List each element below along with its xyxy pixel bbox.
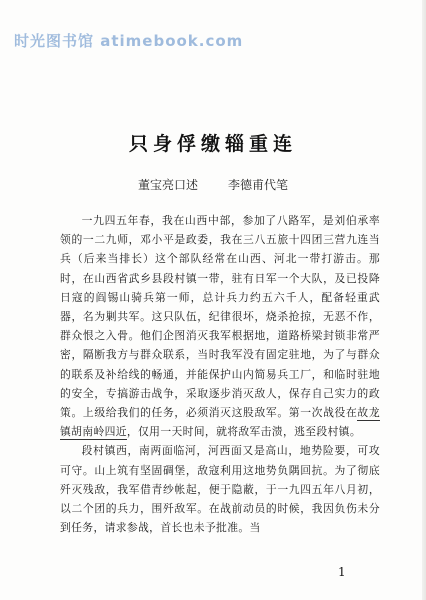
paragraph-2: [60, 441, 380, 537]
paragraph-2-text: 段村镇西，南两面临河，河西面又是高山，地势险要，可攻可守。山上筑有坚固碉堡，敌寇利用这地势负隅回抗。为了彻底歼灭残敌，我军借青纱帐起，便于隐蔽，于一九四五年八月初，以二个团的兵力，围歼敌军。在战前动员的时候，我因负伤未分到任务，请求参战，首长也未予批准。当: [60, 444, 380, 535]
article-body: [60, 211, 380, 537]
page-number: 1: [338, 565, 346, 579]
scan-edge-shadow: [422, 0, 426, 600]
paragraph-1: [60, 211, 380, 441]
byline: [0, 176, 426, 193]
narrator-credit: 董宝亮口述: [137, 178, 198, 192]
underlined-place-name: 故龙镇胡南岭四近: [60, 406, 380, 439]
article-title: 只身俘缴辎重连: [128, 133, 297, 155]
paragraph-1-text: 一九四五年春，我在山西中部，参加了八路军，是刘伯承率领的一二九师，邓小平是政委，我在三八五旅十四团三营九连当兵（后来当排长）这个部队经常在山西、河北一带打游击。那时，在山西省武乡县段村镇一带，驻有日军一个大队，及已投降日寇的阎锡山骑兵第一师，总计兵力约五六千人，配备轻重武器，名为剿共军。这只队伍，纪律很坏，烧杀抢掠，无恶不作，群众恨之入骨。他们企图消灭我军根据地，道路桥梁封锁非常严密，隔断我方与群众联系，当时我军没有固定驻地，为了与群众的联系及补给线的畅通，并能保护山内简易兵工厂，和临时驻地的安全，专搞游击战争，采取逐步消灭敌人，保存自己实力的政策。上级给我们的任务，必须消灭这股敌军。第一次战役在: [60, 214, 380, 420]
recorder-credit: 李德甫代笔: [228, 178, 289, 192]
paragraph-1-ending: ，仅用一天时间，就将敌军击溃，逃至段村镇。: [126, 425, 361, 439]
watermark-text: 时光图书馆 atimebook.com: [14, 32, 244, 50]
